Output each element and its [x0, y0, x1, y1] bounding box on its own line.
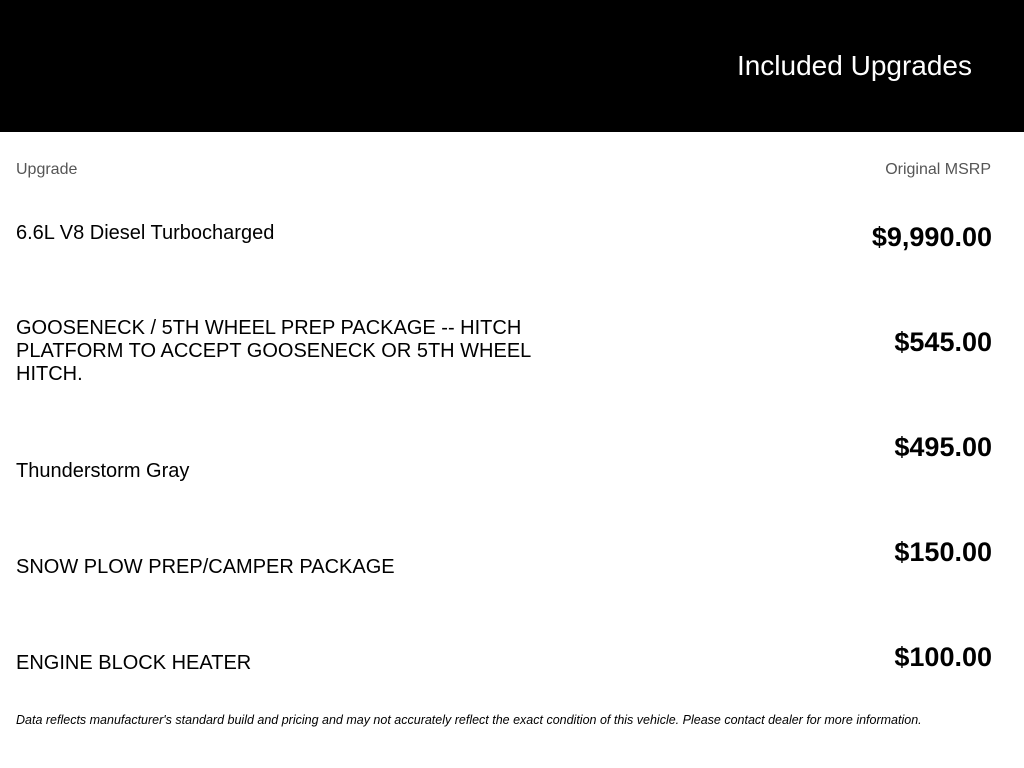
upgrade-price: $495.00	[894, 432, 992, 462]
disclaimer-footnote: Data reflects manufacturer's standard build and pricing and may not accurately reflect the exact condition of this vehicle. Please contact dealer for more information.	[16, 713, 922, 727]
page-title: Included Upgrades	[736, 50, 972, 81]
upgrade-price: $9,990.00	[871, 222, 992, 252]
upgrade-price: $545.00	[894, 327, 992, 357]
upgrade-name: Thunderstorm Gray	[16, 460, 190, 482]
upgrade-price: $100.00	[894, 642, 992, 672]
column-header-msrp: Original MSRP	[885, 161, 991, 178]
upgrade-name: 6.6L V8 Diesel Turbocharged	[16, 222, 275, 244]
header-banner	[0, 0, 1024, 132]
upgrade-name: ENGINE BLOCK HEATER	[16, 652, 252, 674]
column-header-upgrade: Upgrade	[16, 161, 78, 178]
upgrade-name: GOOSENECK / 5TH WHEEL PREP PACKAGE -- HITCH PLATFORM TO ACCEPT GOOSENECK OR 5TH WHEEL HITCH.	[16, 317, 531, 385]
upgrade-name: SNOW PLOW PREP/CAMPER PACKAGE	[16, 556, 395, 578]
upgrade-price: $150.00	[894, 537, 992, 567]
